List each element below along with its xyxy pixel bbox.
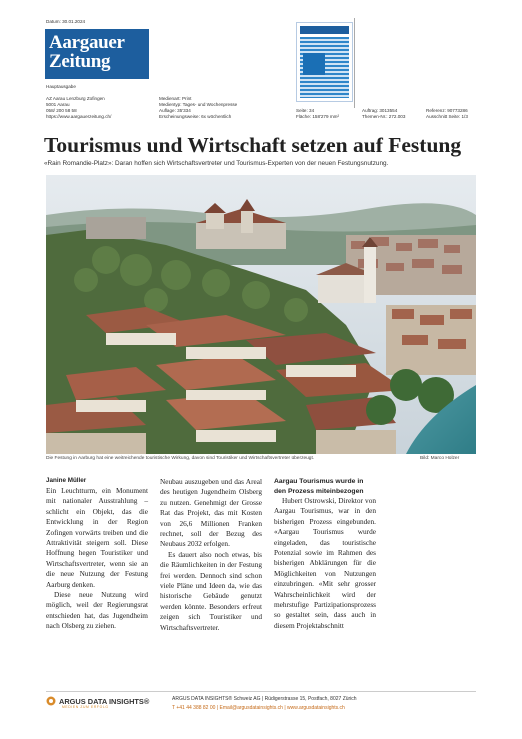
paragraph: Es dauert also noch etwas, bis die Räumlichkeiten in der Festung frei werden. Dennoch sind schon viele Pläne und Ideen da, wie das historische Gebäude genutzt werden könnte. Besonders erfreut zeigen sich Touristiker und Wirtschaftsvertreter. [160, 549, 262, 632]
paragraph: Ein Leuchtturm, ein Monument mit nationaler Ausstrahlung – schlicht ein Objekt, das die Entwicklung in der Region Zofingen vorwärts treiben und die Attraktivität steigern soll. Diese Hoffnung hegen Touristiker und Wirtschaftsvertreter, wenn sie an die neue Nutzung der Festung Aarburg denken. [46, 486, 148, 589]
logo-line-1: Aargauer [49, 32, 125, 53]
header-divider [354, 18, 355, 108]
paragraph: Neubau auszugeben und das Areal des heutigen Jugendheim Olsberg zu nutzen. Genehmigt der Grosse Rat das Projekt, das mit Kosten von 26,6 Millionen Franken rechnet, soll der Bezug des Neubaus 2032 erfolgen. [160, 477, 262, 549]
article-column-3 [274, 477, 376, 631]
article-column-1 [46, 477, 148, 632]
address-line: 058/ 200 58 58 [46, 108, 77, 113]
footer-contact [172, 695, 357, 713]
article-photo [46, 175, 476, 454]
media-info [159, 96, 237, 120]
argus-brand: ARGUS DATA INSIGHTS® [59, 696, 150, 706]
photo-caption: Die Festung in Aarburg hat eine weitreichende touristische Wirkung, davon sind Touristiker und Wirtschaftsvertreter überzeugt. [46, 456, 315, 461]
reference-line: Referenz: 90773286 [426, 108, 468, 113]
page-info-line: Seite: 34 [296, 108, 315, 113]
publisher-address [46, 96, 111, 120]
paragraph: Hubert Ostrowski, Direktor von Aargau Tourismus, war in den bisherigen Prozess eingebunden. «Aargau Tourismus wurde eingeladen, das touristische Potenzial sowie im Rahmen des bisherigen Abklärungen für die Möglichkeiten von Nutzungen einzubringen. «Mit sehr grosser Wahrscheinlichkeit wird der mehrstufige Partizipationsprozess so gestaltet sein, dass auch in diesem Projektabschnitt [274, 496, 376, 630]
article-headline: Tourismus und Wirtschaft setzen auf Festung [44, 133, 462, 157]
section-heading: Aargau Tourismus wurde in den Prozess miteinbezogen [274, 478, 364, 495]
address-line: AZ Aarau Lenzburg Zofingen [46, 96, 105, 101]
footer-address: ARGUS DATA INSIGHTS® Schweiz AG | Rüdigerstrasse 15, Postfach, 8027 Zürich [172, 696, 357, 702]
media-line: Medientyp: Tages- und Wochenpresse [159, 102, 238, 107]
article-subhead: «Rain Romandie-Platz»: Daran hoffen sich Wirtschaftsvertreter und Tourismus-Experten von der neuen Festungsnutzung. [44, 160, 389, 167]
order-info [362, 108, 405, 120]
document-date: Datum: 30.01.2024 [46, 19, 86, 24]
reference-info [426, 108, 468, 120]
photo-credit: Bild: Marco Holzer [420, 456, 460, 461]
argus-tagline: MEDIEN ZUM ERFOLG [62, 705, 109, 709]
logo-line-2: Zeitung [49, 51, 111, 72]
media-line: Medienart: Print [159, 96, 192, 101]
thumbnail-image [303, 53, 325, 75]
order-info-line: Themen-Nr.: 272.003 [362, 114, 406, 119]
address-line: https://www.aargauerzeitung.ch/ [46, 114, 112, 119]
newspaper-logo [45, 29, 149, 79]
footer-divider [46, 691, 476, 692]
page-info-line: Fläche: 158'279 mm² [296, 114, 340, 119]
thumbnail-header [300, 26, 349, 34]
page-info [296, 108, 339, 120]
argus-mark-icon [46, 696, 56, 706]
edition-label: Hauptausgabe [46, 84, 76, 89]
page-thumbnail [296, 22, 353, 102]
media-line: Auflage: 35'334 [159, 108, 191, 113]
aarburg-fortress-photo [46, 175, 476, 454]
order-info-line: Auftrag: 3013554 [362, 108, 398, 113]
media-line: Erscheinungsweise: 6x wöchentlich [159, 114, 232, 119]
author-name: Janine Müller [46, 477, 87, 484]
footer-contact-line: T +41 44 388 82 00 | Email@argusdatainsights.ch | www.argusdatainsights.ch [172, 705, 345, 711]
paragraph: Diese neue Nutzung wird möglich, weil der Regierungsrat entschieden hat, das Jugendheim nach Olsberg zu ziehen. [46, 590, 148, 631]
article-column-2 [160, 477, 262, 633]
reference-line: Ausschnitt Seite: 1/3 [426, 114, 468, 119]
address-line: 5001 Aarau [46, 102, 70, 107]
